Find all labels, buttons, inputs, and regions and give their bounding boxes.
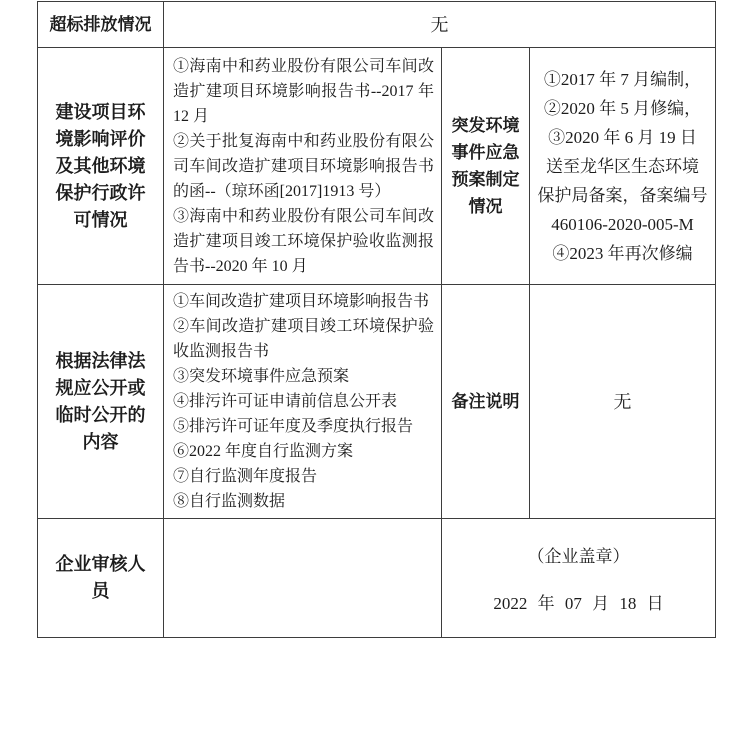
emergency-plan-line: ③2020 年 6 月 19 日 xyxy=(548,127,697,147)
exceed-value: 无 xyxy=(164,2,716,48)
disclosure-item: ③突发环境事件应急预案 xyxy=(173,368,350,385)
emergency-plan-line: 送至龙华区生态环境 xyxy=(546,156,699,176)
eia-documents xyxy=(164,48,442,285)
eia-label: 建设项目环境影响评价及其他环境保护行政许可情况 xyxy=(38,48,164,285)
compliance-table xyxy=(37,1,716,638)
disclosure-item: ⑤排污许可证年度及季度执行报告 xyxy=(173,418,414,435)
row-exceed xyxy=(38,2,716,48)
company-stamp-placeholder: （企业盖章） xyxy=(527,547,630,566)
exceed-label: 超标排放情况 xyxy=(38,2,164,48)
review-date: 2022 年 07 月 18 日 xyxy=(493,594,664,613)
emergency-plan-line: 保护局备案，备案编号 xyxy=(537,185,708,205)
row-eia xyxy=(38,48,716,285)
disclosure-label: 根据法律法规应公开或临时公开的内容 xyxy=(38,285,164,519)
row-review xyxy=(38,519,716,638)
emergency-plan-line: ④2023 年再次修编 xyxy=(552,243,693,263)
disclosure-item: ⑥2022 年度自行监测方案 xyxy=(173,443,354,460)
reviewer-label: 企业审核人员 xyxy=(38,519,164,638)
emergency-plan-value xyxy=(530,48,716,285)
remark-label: 备注说明 xyxy=(442,285,530,519)
emergency-plan-line: ②2020 年 5 月修编， xyxy=(543,98,702,118)
reviewer-empty-cell xyxy=(164,519,442,638)
disclosure-item: ④排污许可证申请前信息公开表 xyxy=(173,393,398,410)
eia-document-item: ②关于批复海南中和药业股份有限公司车间改造扩建项目环境影响报告书的函--（琼环函[2017]1913 号） xyxy=(173,132,434,200)
disclosure-item: ①车间改造扩建项目环境影响报告书 xyxy=(173,293,430,310)
eia-document-item: ①海南中和药业股份有限公司车间改造扩建项目环境影响报告书--2017 年 12 月 xyxy=(173,57,434,125)
disclosure-item: ②车间改造扩建项目竣工环境保护验收监测报告书 xyxy=(173,318,434,360)
stamp-cell xyxy=(442,519,716,638)
disclosure-items xyxy=(164,285,442,519)
emergency-plan-label: 突发环境事件应急预案制定情况 xyxy=(442,48,530,285)
disclosure-item: ⑧自行监测数据 xyxy=(173,493,286,510)
remark-value: 无 xyxy=(530,285,716,519)
disclosure-item: ⑦自行监测年度报告 xyxy=(173,468,318,485)
emergency-plan-line: 460106-2020-005-M xyxy=(551,214,694,234)
eia-document-item: ③海南中和药业股份有限公司车间改造扩建项目竣工环境保护验收监测报告书--2020 年 10 月 xyxy=(173,207,434,275)
emergency-plan-line: ①2017 年 7 月编制， xyxy=(543,69,702,89)
row-disclosure xyxy=(38,285,716,519)
